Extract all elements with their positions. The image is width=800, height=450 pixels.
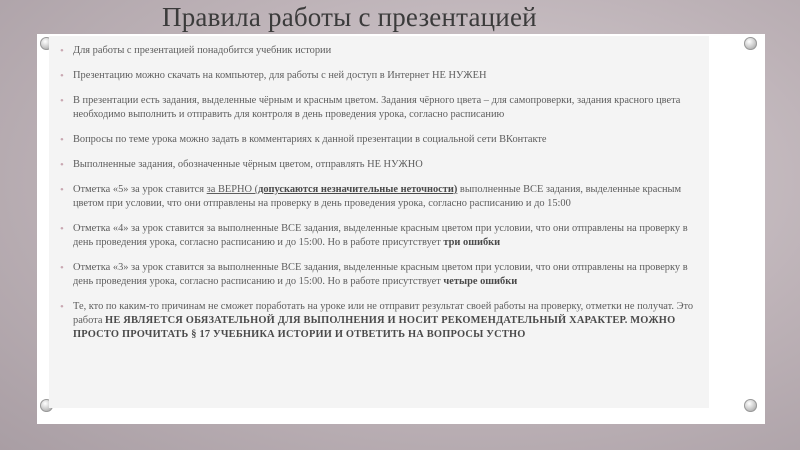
item-text: Выполненные задания, обозначенные чёрным цветом, отправлять НЕ НУЖНО (73, 159, 423, 170)
item-text: Отметка «4» за урок ставится за выполненные ВСЕ задания, выделенные красным цветом при условии, что они отправлены на проверку в день проведения урока, согласно расписанию и до 15:00. Но в работе присутствует (73, 223, 688, 248)
rules-list (49, 36, 709, 342)
item-text: Вопросы по теме урока можно задать в комментариях к данной презентации в социальной сети ВКонтакте (73, 134, 547, 145)
item-text: Отметка «5» за урок ставится (73, 184, 207, 195)
bold-text: три ошибки (443, 237, 501, 248)
list-item (49, 44, 709, 58)
list-item (49, 183, 709, 211)
pin-icon (744, 399, 757, 412)
list-item (49, 69, 709, 83)
list-item (49, 300, 709, 342)
item-text: Те, кто по каким-то причинам не сможет поработать на уроке или не отправит результат своей работы на проверку, отметки не получат. Это работа (73, 301, 694, 326)
list-item (49, 133, 709, 147)
pin-icon (744, 37, 757, 50)
list-item (49, 94, 709, 122)
item-text: Отметка «3» за урок ставится за выполненные ВСЕ задания, выделенные красным цветом при условии, что они отправлены на проверку в день проведения урока, согласно расписанию и до 15:00. Но в работе присутствует (73, 262, 688, 287)
item-text: Презентацию можно скачать на компьютер, для работы с ней доступ в Интернет НЕ НУЖЕН (73, 70, 487, 81)
caps-bold-text: НЕ ЯВЛЯЕТСЯ ОБЯЗАТЕЛЬНОЙ ДЛЯ ВЫПОЛНЕНИЯ И НОСИТ РЕКОМЕНДАТЕЛЬНЫЙ ХАРАКТЕР. МОЖНО ПРОСТО ПРОЧИТАТЬ § 17 УЧЕБНИКА ИСТОРИИ И ОТВЕТИТЬ НА ВОПРОСЫ УСТНО (73, 315, 676, 340)
item-text: Для работы с презентацией понадобится учебник истории (73, 45, 332, 56)
item-text: выполненные ВСЕ задания, выделенные красным цветом при условии, что они отправлены на проверку в день проведения урока, согласно расписанию и до 15:00 (73, 184, 682, 209)
list-item (49, 158, 709, 172)
slide-title: Правила работы с презентацией (162, 2, 537, 32)
item-text: В презентации есть задания, выделенные чёрным и красным цветом. Задания чёрного цвета – для самопроверки, задания красного цвета необходимо выполнить и отправить для контроля в день проведения урока, согласно расписанию (73, 95, 681, 120)
list-item (49, 261, 709, 289)
bold-text: четыре ошибки (443, 276, 518, 287)
underlined-bold-text: допускаются незначительные неточности) (258, 184, 458, 195)
underlined-text: за ВЕРНО ( (206, 184, 259, 195)
content-panel (49, 36, 709, 408)
list-item (49, 222, 709, 250)
